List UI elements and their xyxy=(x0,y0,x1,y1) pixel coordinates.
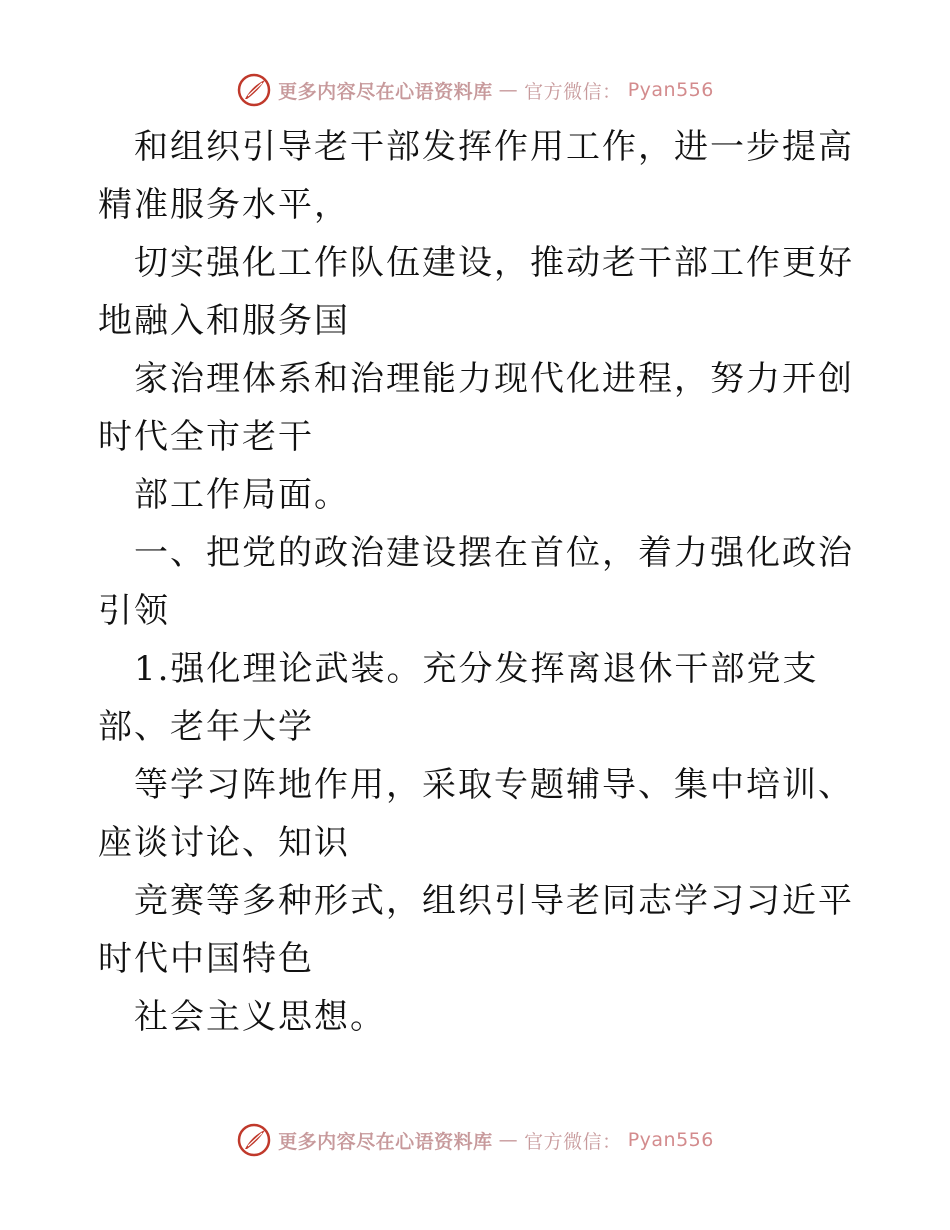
paragraph-3: 家治理体系和治理能力现代化进程，努力开创时代全市老干 xyxy=(98,359,854,457)
paragraph-4: 部工作局面。 xyxy=(134,475,350,515)
section-heading-1: 一、把党的政治建设摆在首位，着力强化政治引领 xyxy=(98,533,854,631)
paragraph-5: 1.强化理论武装。充分发挥离退休干部党支部、老年大学 xyxy=(98,649,819,747)
header-watermark xyxy=(0,68,950,112)
paragraph-7: 竞赛等多种形式，组织引导老同志学习习近平时代中国特色 xyxy=(98,881,854,979)
watermark-dash: — xyxy=(498,79,519,101)
paragraph-1: 和组织引导老干部发挥作用工作，进一步提高精准服务水平， xyxy=(98,127,854,225)
feather-logo-icon xyxy=(236,1122,272,1158)
watermark-wechat-id: Pyan556 xyxy=(627,79,714,101)
paragraph-2: 切实强化工作队伍建设，推动老干部工作更好地融入和服务国 xyxy=(98,243,854,341)
watermark-main-text: 更多内容尽在心语资料库 xyxy=(278,80,493,103)
watermark-main-text: 更多内容尽在心语资料库 xyxy=(278,1130,493,1153)
paragraph-6: 等学习阵地作用，采取专题辅导、集中培训、座谈讨论、知识 xyxy=(98,765,854,863)
feather-logo-icon xyxy=(236,72,272,108)
watermark-wechat-label: 官方微信： xyxy=(524,80,622,103)
document-body xyxy=(98,118,858,1046)
watermark-dash: — xyxy=(498,1129,519,1151)
watermark-wechat-label: 官方微信： xyxy=(524,1130,622,1153)
watermark-wechat-id: Pyan556 xyxy=(627,1129,714,1151)
paragraph-8: 社会主义思想。 xyxy=(134,997,386,1037)
footer-watermark xyxy=(0,1118,950,1162)
